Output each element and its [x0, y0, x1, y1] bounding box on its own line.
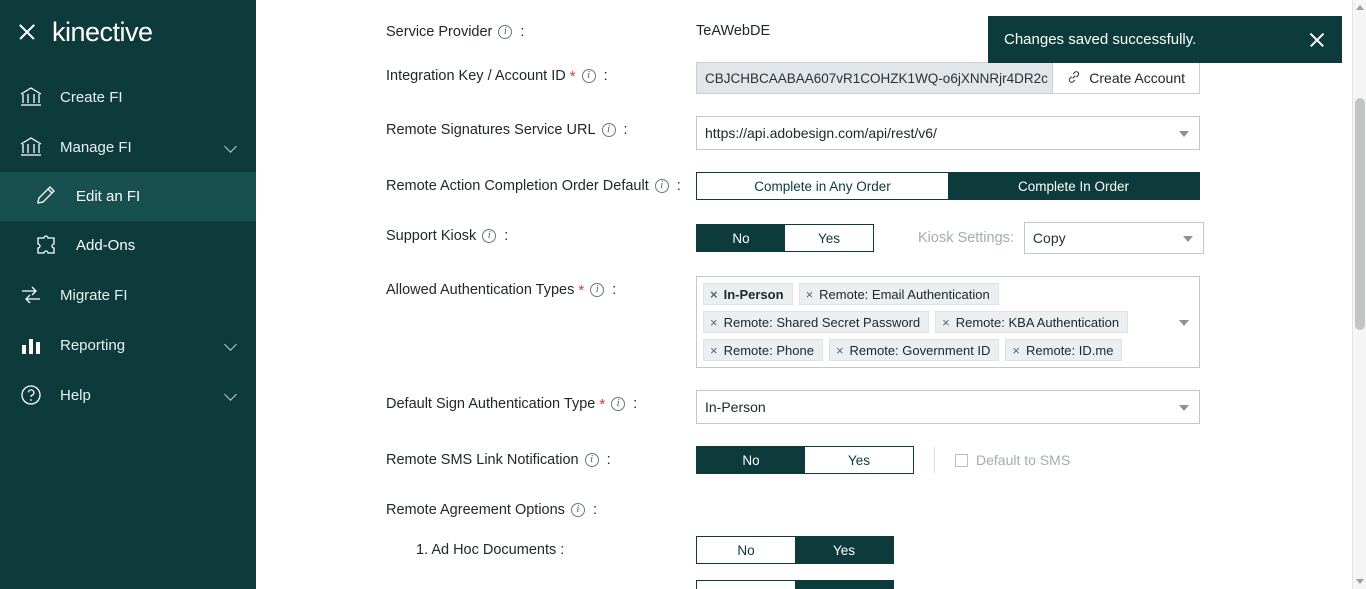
required-marker: * — [578, 281, 585, 299]
chip[interactable]: × In-Person — [703, 283, 793, 305]
label-integration-key: Integration Key / Account ID * i : — [386, 67, 608, 85]
chevron-down-icon[interactable] — [226, 141, 238, 153]
sidebar-header — [0, 0, 256, 64]
toggle-option-yes[interactable]: Yes — [785, 225, 873, 251]
remote-signatures-url-select[interactable] — [696, 116, 1200, 150]
brand-logo: kinective — [52, 16, 153, 47]
control-default-sign-auth — [696, 390, 1352, 424]
row-remote-agreement-options — [256, 496, 1352, 518]
kiosk-settings-label: Kiosk Settings: — [918, 230, 1014, 246]
default-to-sms-label: Default to SMS — [976, 452, 1071, 468]
scroll-up-icon[interactable] — [1356, 5, 1364, 10]
sidebar-subitem-label: Add-Ons — [76, 237, 136, 254]
allowed-auth-types-multiselect[interactable] — [696, 276, 1200, 368]
label-service-provider: Service Provider i : — [386, 24, 525, 40]
control-remote-action-order — [696, 172, 1352, 200]
info-icon[interactable]: i — [498, 25, 512, 39]
required-marker: * — [599, 395, 606, 413]
default-to-sms-checkbox-row[interactable] — [955, 452, 1070, 468]
integration-key-input[interactable]: CBJCHBCAABAA607vR1COHZK1WQ-o6jXNNRjr4DR2c — [696, 62, 1052, 94]
chip[interactable]: × Remote: KBA Authentication — [935, 311, 1128, 333]
toast-notification — [988, 16, 1342, 63]
remote-signatures-url-value: https://api.adobesign.com/api/rest/v6/ — [705, 125, 937, 141]
row-support-kiosk — [256, 222, 1352, 254]
ad-hoc-documents-toggle — [696, 536, 894, 564]
row-remote-action-order — [256, 172, 1352, 200]
link-icon — [1067, 70, 1081, 87]
control-remote-signatures-url — [696, 116, 1352, 150]
pencil-icon — [34, 184, 60, 210]
bank-icon — [18, 84, 44, 110]
toggle-option-in-order[interactable]: Complete In Order — [948, 173, 1199, 199]
toggle-option-yes[interactable]: Yes — [805, 447, 913, 473]
info-icon[interactable]: i — [482, 229, 496, 243]
sidebar-item-label: Create FI — [60, 88, 123, 106]
sidebar-item-label: Help — [60, 386, 91, 404]
chip-remove-icon[interactable]: × — [1012, 342, 1021, 358]
support-kiosk-group — [696, 222, 1352, 254]
default-sign-auth-select[interactable] — [696, 390, 1200, 424]
sidebar-item-label: Reporting — [60, 336, 126, 354]
create-account-label: Create Account — [1089, 70, 1185, 86]
page-scrollbar[interactable] — [1352, 0, 1366, 589]
sidebar-item-manage-fi[interactable] — [0, 122, 256, 172]
row-allowed-auth-types — [256, 276, 1352, 368]
puzzle-icon — [34, 233, 60, 259]
label-remote-action-order: Remote Action Completion Order Default i : — [386, 178, 681, 194]
control-ad-hoc-documents — [696, 536, 1352, 564]
info-icon[interactable]: i — [571, 503, 585, 517]
scroll-down-icon[interactable] — [1356, 579, 1364, 584]
chip-remove-icon[interactable]: × — [710, 286, 718, 302]
sidebar-item-add-ons[interactable] — [0, 221, 256, 270]
label-remote-sms: Remote SMS Link Notification i : — [386, 452, 611, 468]
chip-list — [703, 283, 1171, 361]
control-remote-sms — [696, 446, 1352, 474]
chevron-down-icon[interactable] — [226, 339, 238, 351]
chevron-down-icon — [1179, 405, 1189, 411]
required-marker: * — [569, 67, 576, 85]
chevron-down-icon — [1183, 236, 1193, 242]
chip-remove-icon[interactable]: × — [805, 286, 814, 302]
help-icon — [18, 382, 44, 408]
sidebar-subitem-label: Edit an FI — [76, 188, 141, 205]
info-icon[interactable]: i — [590, 283, 604, 297]
sidebar-item-reporting[interactable] — [0, 320, 256, 370]
toggle-option-yes[interactable]: Yes — [795, 537, 893, 563]
label-support-kiosk: Support Kiosk i : — [386, 228, 509, 244]
info-icon[interactable]: i — [582, 69, 596, 83]
remote-action-order-toggle — [696, 172, 1200, 200]
control-integration-key — [696, 62, 1352, 94]
toggle-option-no[interactable] — [697, 581, 795, 589]
close-icon[interactable] — [16, 21, 38, 43]
migrate-icon — [18, 282, 44, 308]
service-provider-value: TeAWebDE — [696, 23, 771, 39]
toggle-option-no[interactable]: No — [697, 225, 785, 251]
row-remote-sms — [256, 446, 1352, 474]
remote-sms-group — [696, 446, 1352, 474]
default-sign-auth-value: In-Person — [705, 399, 766, 415]
toggle-option-no[interactable]: No — [697, 447, 805, 473]
label-ad-hoc-documents: 1. Ad Hoc Documents : — [416, 542, 565, 558]
sidebar-item-create-fi[interactable] — [0, 72, 256, 122]
sidebar — [0, 0, 256, 589]
kiosk-settings-select[interactable] — [1024, 222, 1204, 254]
label-remote-agreement-options: Remote Agreement Options i : — [386, 502, 597, 518]
sidebar-item-migrate-fi[interactable] — [0, 270, 256, 320]
row-default-sign-auth — [256, 390, 1352, 424]
chip[interactable]: × Remote: Email Authentication — [799, 283, 999, 305]
chip[interactable]: × Remote: ID.me — [1005, 339, 1122, 361]
chart-icon — [18, 332, 44, 358]
remote-sms-toggle — [696, 446, 914, 474]
default-to-sms-checkbox[interactable] — [955, 454, 968, 467]
row-next-option-partial — [256, 580, 1352, 589]
chip[interactable]: × Remote: Shared Secret Password — [703, 311, 929, 333]
toggle-option-no[interactable]: No — [697, 537, 795, 563]
label-default-sign-auth: Default Sign Authentication Type * i : — [386, 395, 638, 413]
sidebar-item-help[interactable] — [0, 370, 256, 420]
info-icon[interactable]: i — [611, 397, 625, 411]
chip[interactable]: × Remote: Government ID — [829, 339, 999, 361]
label-allowed-auth-types: Allowed Authentication Types * i : — [386, 281, 617, 299]
divider — [934, 447, 935, 473]
bank-icon — [18, 134, 44, 160]
row-remote-signatures-url — [256, 116, 1352, 150]
close-icon[interactable] — [1308, 31, 1326, 49]
label-remote-signatures-url: Remote Signatures Service URL i : — [386, 122, 628, 138]
chip-remove-icon[interactable]: × — [710, 314, 718, 330]
fi-settings-form — [256, 0, 1352, 589]
create-account-button[interactable] — [1052, 62, 1200, 94]
row-ad-hoc-documents — [256, 536, 1352, 564]
sidebar-item-label: Manage FI — [60, 138, 132, 156]
toggle-option-any-order[interactable]: Complete in Any Order — [697, 173, 948, 199]
sidebar-nav — [0, 72, 256, 420]
chip[interactable]: × Remote: Phone — [703, 339, 823, 361]
toggle-option-yes[interactable] — [795, 581, 893, 589]
main-content — [256, 0, 1366, 589]
chip-remove-icon[interactable]: × — [942, 314, 950, 330]
chevron-down-icon[interactable] — [226, 389, 238, 401]
info-icon[interactable]: i — [585, 453, 599, 467]
info-icon[interactable]: i — [655, 179, 669, 193]
chevron-down-icon[interactable] — [1179, 320, 1189, 326]
next-option-toggle — [696, 580, 894, 589]
kiosk-settings-value: Copy — [1032, 230, 1066, 246]
chip-remove-icon[interactable]: × — [710, 342, 718, 358]
sidebar-item-label: Migrate FI — [60, 286, 128, 304]
chip-remove-icon[interactable]: × — [835, 342, 844, 358]
chevron-down-icon — [1179, 131, 1189, 137]
toast-message: Changes saved successfully. — [1004, 31, 1197, 48]
control-support-kiosk — [696, 222, 1352, 254]
control-allowed-auth-types — [696, 276, 1352, 368]
sidebar-item-edit-an-fi[interactable] — [0, 172, 256, 221]
support-kiosk-toggle — [696, 224, 874, 252]
row-integration-key — [256, 62, 1352, 94]
integration-key-group — [696, 62, 1200, 94]
control-next-option-partial — [696, 580, 1352, 589]
info-icon[interactable]: i — [602, 123, 616, 137]
scrollbar-thumb[interactable] — [1355, 98, 1365, 330]
